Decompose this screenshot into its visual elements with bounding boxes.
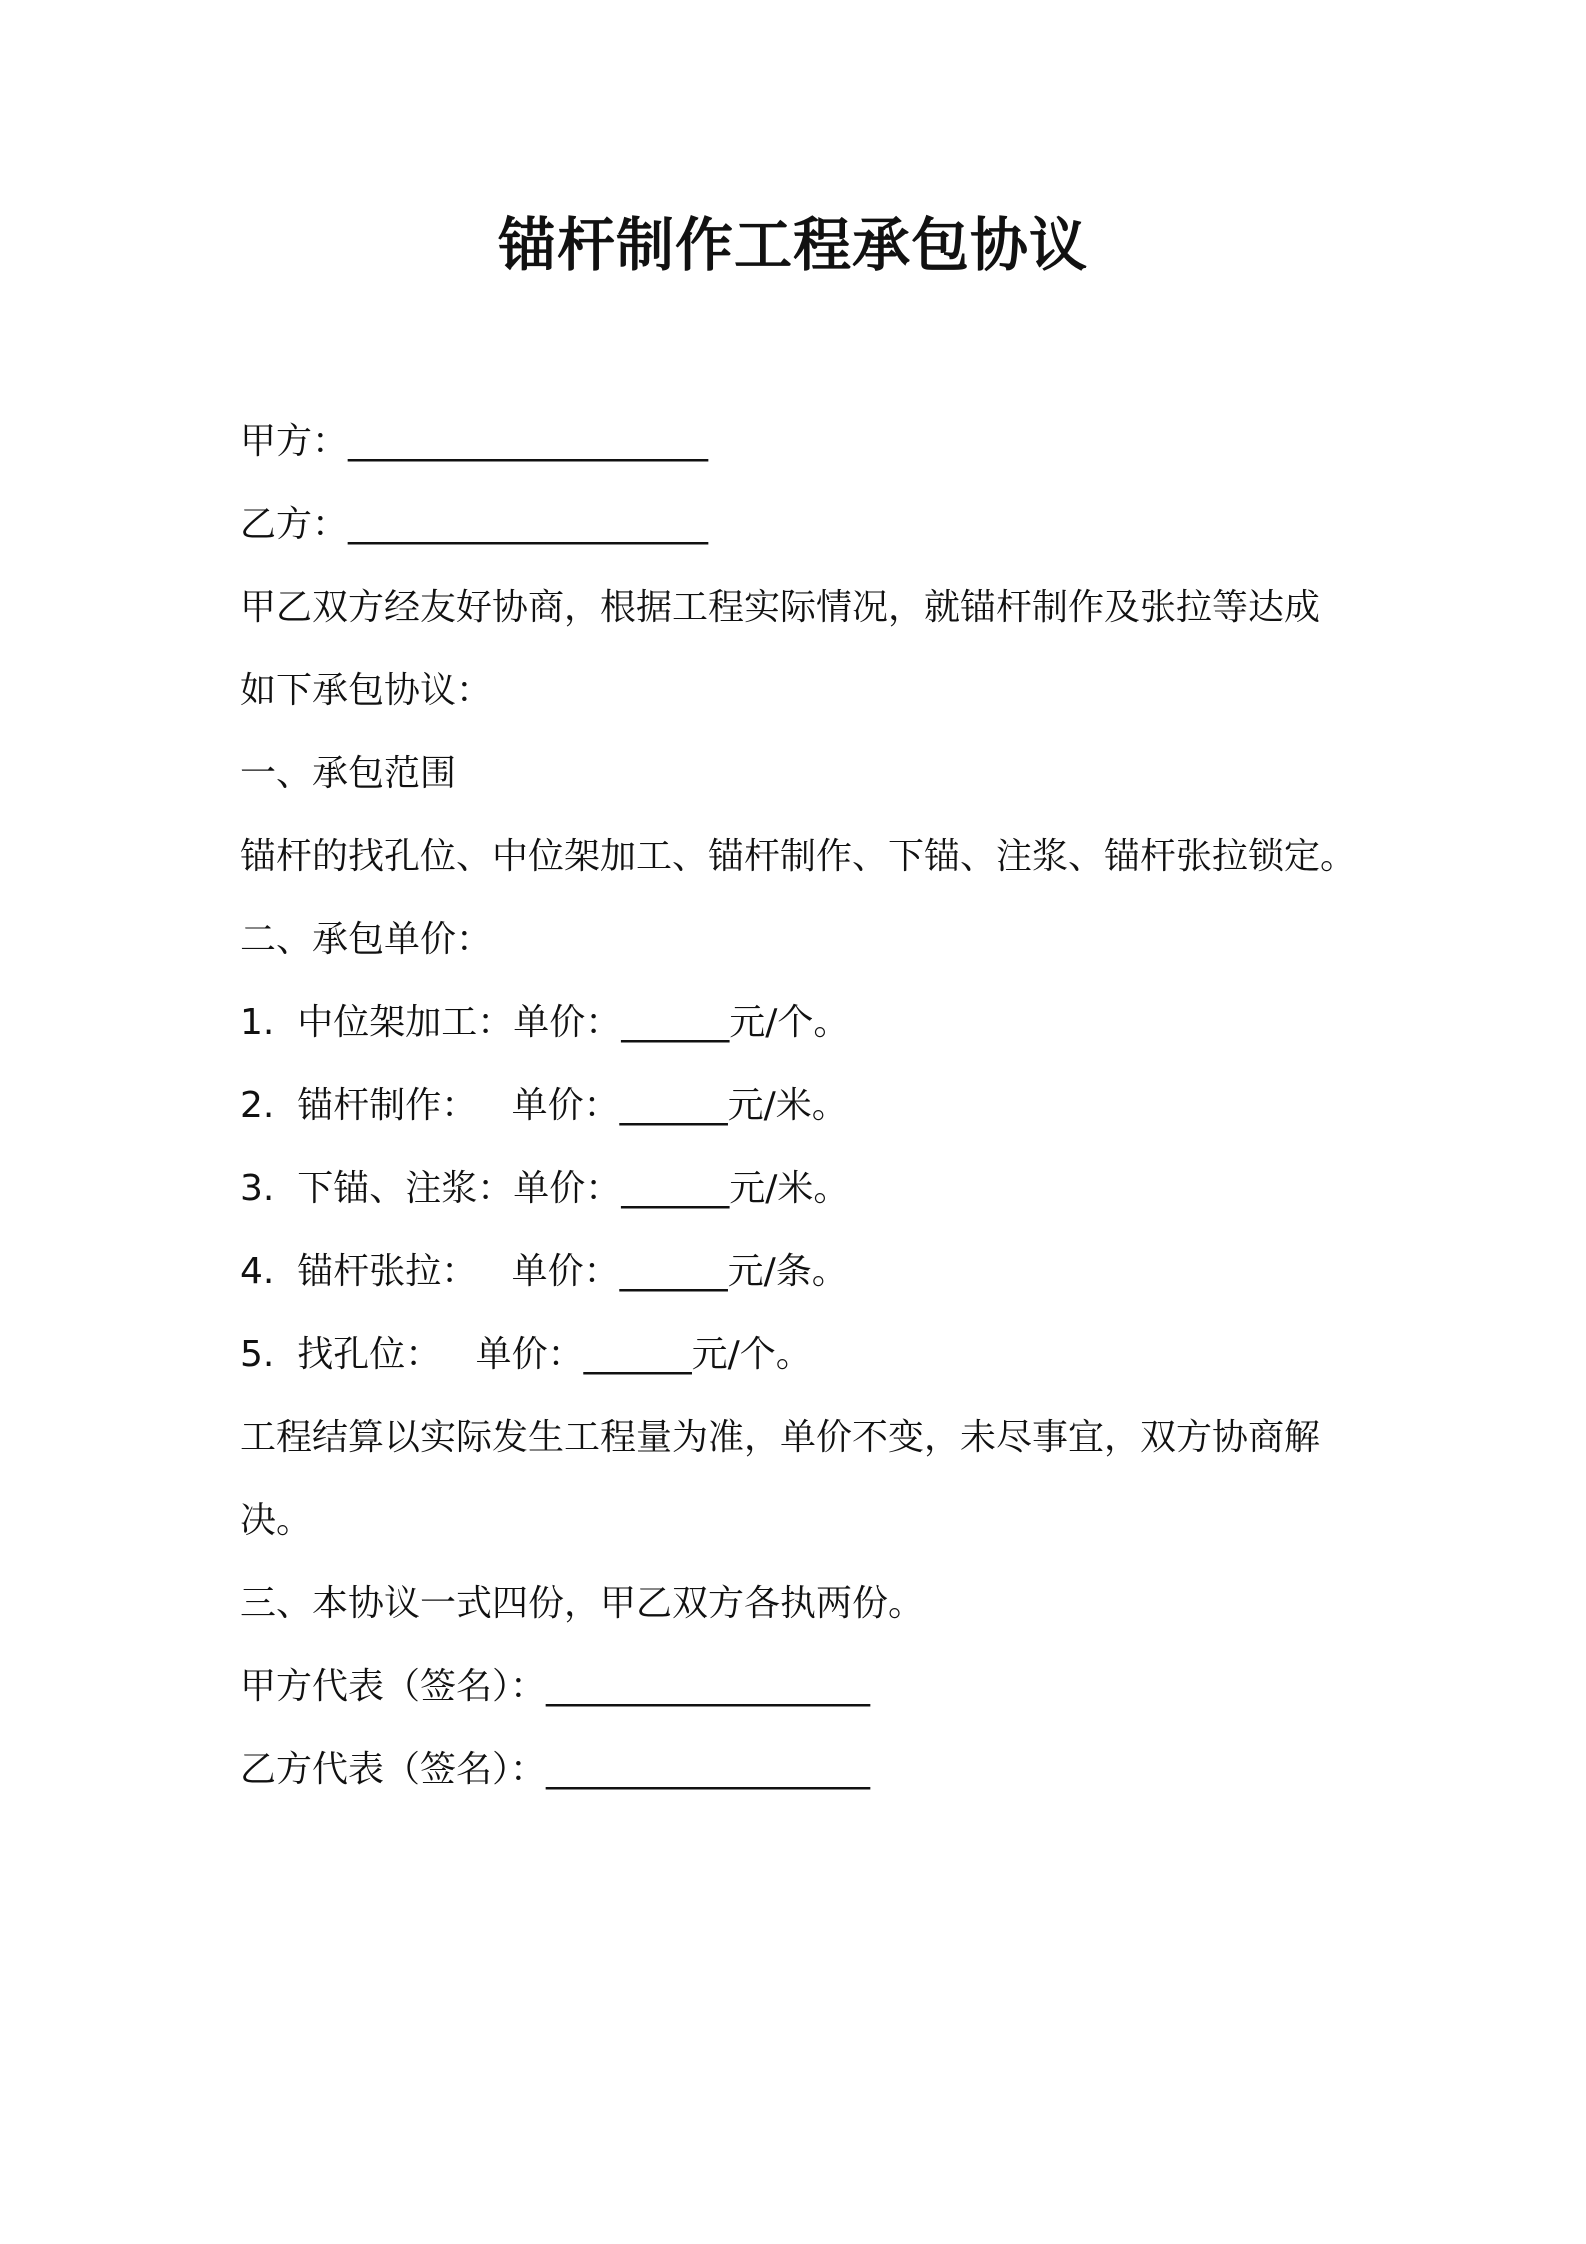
price-item-2: 2. 锚杆制作： 单价：______元/米。	[240, 1085, 848, 1126]
price-item-3: 3. 下锚、注浆：单价：______元/米。	[240, 1168, 850, 1209]
section-1-content: 锚杆的找孔位、中位架加工、锚杆制作、下锚、注浆、锚杆张拉锁定。	[240, 836, 1357, 877]
party-a-signature-line: 甲方代表（签名）：__________________	[240, 1666, 871, 1707]
party-a-line: 甲方：____________________	[240, 421, 709, 462]
section-1-heading: 一、承包范围	[240, 753, 457, 794]
intro-paragraph-line-1: 甲乙双方经友好协商，根据工程实际情况，就锚杆制作及张拉等达成	[240, 587, 1321, 628]
settlement-paragraph-line-2: 决。	[240, 1500, 313, 1541]
price-item-4: 4. 锚杆张拉： 单价：______元/条。	[240, 1251, 848, 1292]
price-item-1: 1. 中位架加工：单价：______元/个。	[240, 1002, 850, 1043]
document-body	[240, 400, 1357, 1811]
party-b-signature-line: 乙方代表（签名）：__________________	[240, 1749, 871, 1790]
section-2-heading: 二、承包单价：	[240, 919, 493, 960]
section-3-text: 三、本协议一式四份，甲乙双方各执两份。	[240, 1583, 925, 1624]
settlement-paragraph-line-1: 工程结算以实际发生工程量为准，单价不变，未尽事宜，双方协商解	[240, 1417, 1321, 1458]
document-title: 锚杆制作工程承包协议	[497, 211, 1088, 279]
intro-paragraph-line-2: 如下承包协议：	[240, 670, 493, 711]
price-item-5: 5. 找孔位： 单价：______元/个。	[240, 1334, 812, 1375]
party-b-line: 乙方：____________________	[240, 504, 709, 545]
